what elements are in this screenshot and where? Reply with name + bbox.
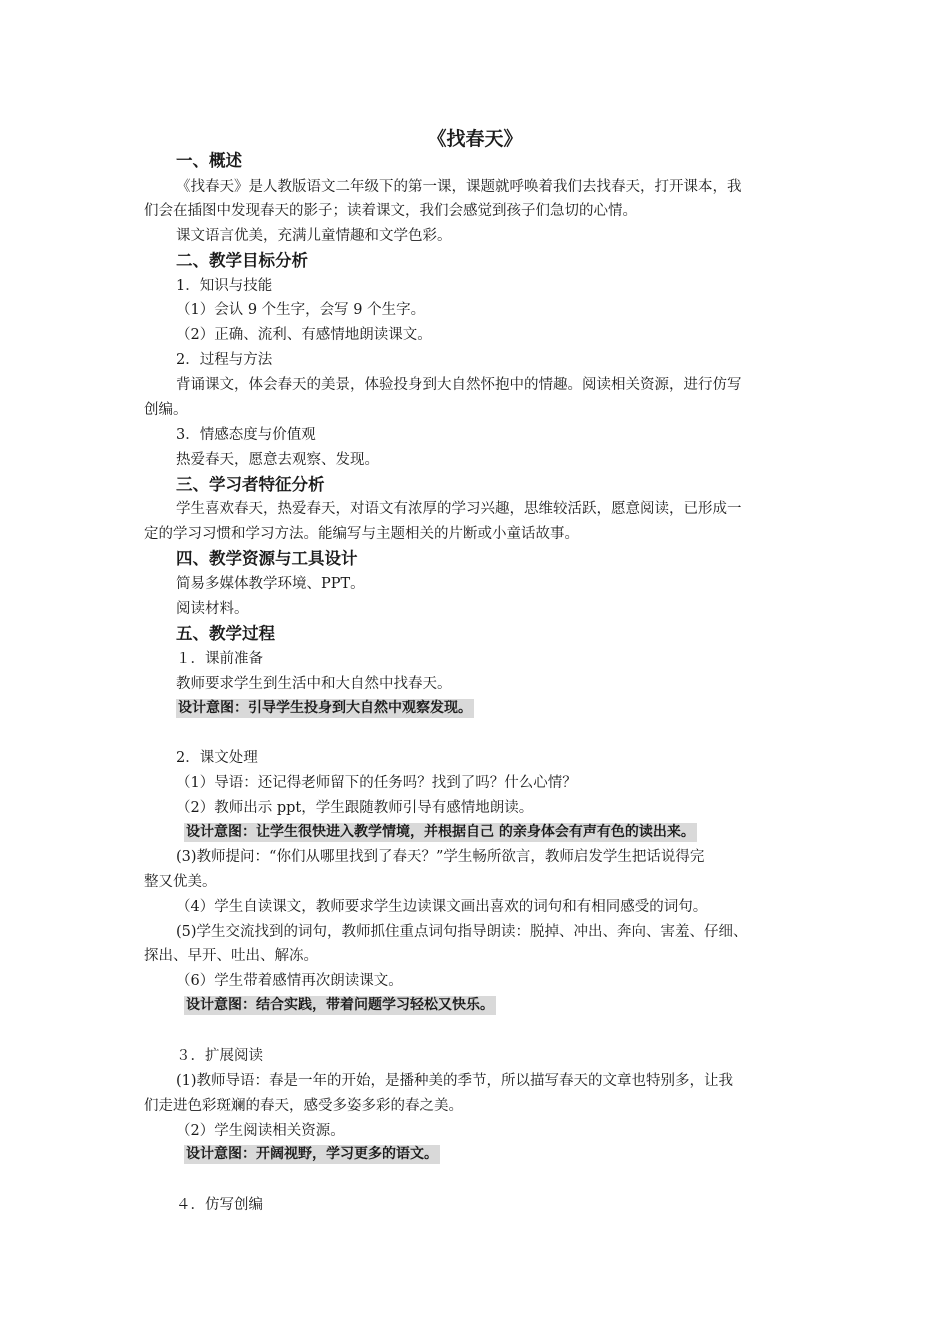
section-heading-overview: 一、概述 (176, 151, 242, 170)
paragraph-line: (1)教师导语：春是一年的开始，是播种美的季节，所以描写春天的文章也特别多，让我 (176, 1073, 734, 1089)
paragraph-line: 课文语言优美，充满儿童情趣和文学色彩。 (176, 228, 452, 244)
paragraph-line: 背诵课文，体会春天的美景，体验投身到大自然怀抱中的情趣。阅读相关资源，进行仿写 (176, 377, 742, 393)
paragraph-line: 们会在插图中发现春天的影子；读着课文，我们会感觉到孩子们急切的心情。 (144, 203, 637, 219)
subsection-title: 3．情感态度与价值观 (176, 427, 316, 443)
section-heading-objectives: 二、教学目标分析 (176, 251, 308, 270)
subsection-title: 2．课文处理 (176, 750, 258, 766)
document-title: 《找春天》 (427, 128, 523, 150)
paragraph-line: 阅读材料。 (176, 601, 249, 617)
section-heading-resources: 四、教学资源与工具设计 (176, 549, 358, 568)
list-item: （2）正确、流利、有感情地朗读课文。 (176, 327, 432, 343)
paragraph-line: 整又优美。 (144, 874, 217, 890)
list-item: （2）教师出示 ppt，学生跟随教师引导有感情地朗读。 (176, 800, 534, 816)
paragraph-line: 创编。 (144, 402, 188, 418)
list-item: （4）学生自读课文，教师要求学生边读课文画出喜欢的词句和有相同感受的词句。 (176, 899, 708, 915)
paragraph-line: 《找春天》是人教版语文二年级下的第一课，课题就呼唤着我们去找春天，打开课本，我 (176, 179, 742, 195)
subsection-title: １．课前准备 (176, 651, 263, 667)
subsection-title: ４．仿写创编 (176, 1197, 263, 1213)
paragraph-line: 教师要求学生到生活中和大自然中找春天。 (176, 676, 452, 692)
subsection-title: ３．扩展阅读 (176, 1048, 263, 1064)
paragraph-line: 们走进色彩斑斓的春天，感受多姿多彩的春之美。 (144, 1098, 463, 1114)
list-item: （6）学生带着感情再次朗读课文。 (176, 973, 403, 989)
paragraph-line: 简易多媒体教学环境、PPT。 (176, 576, 365, 592)
list-item: （1）会认 9 个生字，会写 9 个生字。 (176, 302, 426, 318)
subsection-title: 2．过程与方法 (176, 352, 273, 368)
list-item: （1）导语：还记得老师留下的任务吗？找到了吗？什么心情？ (176, 775, 577, 791)
design-intent-highlight: 设计意图：结合实践，带着问题学习轻松又快乐。 (186, 997, 494, 1013)
paragraph-line: 热爱春天，愿意去观察、发现。 (176, 452, 379, 468)
design-intent-highlight: 设计意图：引导学生投身到大自然中观察发现。 (178, 700, 472, 716)
paragraph-line: (3)教师提问：“你们从哪里找到了春天？”学生畅所欲言，教师启发学生把话说得完 (176, 849, 705, 865)
section-heading-learners: 三、学习者特征分析 (176, 475, 325, 494)
design-intent-highlight: 设计意图：开阔视野，学习更多的语文。 (186, 1146, 438, 1162)
design-intent-highlight: 设计意图：让学生很快进入教学情境，并根据自己 的亲身体会有声有色的读出来。 (186, 824, 695, 840)
paragraph-line: 学生喜欢春天，热爱春天，对语文有浓厚的学习兴趣，思维较活跃，愿意阅读，已形成一 (176, 501, 742, 517)
paragraph-line: (5)学生交流找到的词句，教师抓住重点词句指导朗读：脱掉、冲出、奔向、害羞、仔细、 (176, 924, 748, 940)
subsection-title: 1．知识与技能 (176, 278, 273, 294)
list-item: （2）学生阅读相关资源。 (176, 1123, 345, 1139)
paragraph-line: 定的学习习惯和学习方法。能编写与主题相关的片断或小童话故事。 (144, 526, 579, 542)
section-heading-process: 五、教学过程 (176, 624, 275, 643)
paragraph-line: 探出、早开、吐出、解冻。 (144, 948, 318, 964)
